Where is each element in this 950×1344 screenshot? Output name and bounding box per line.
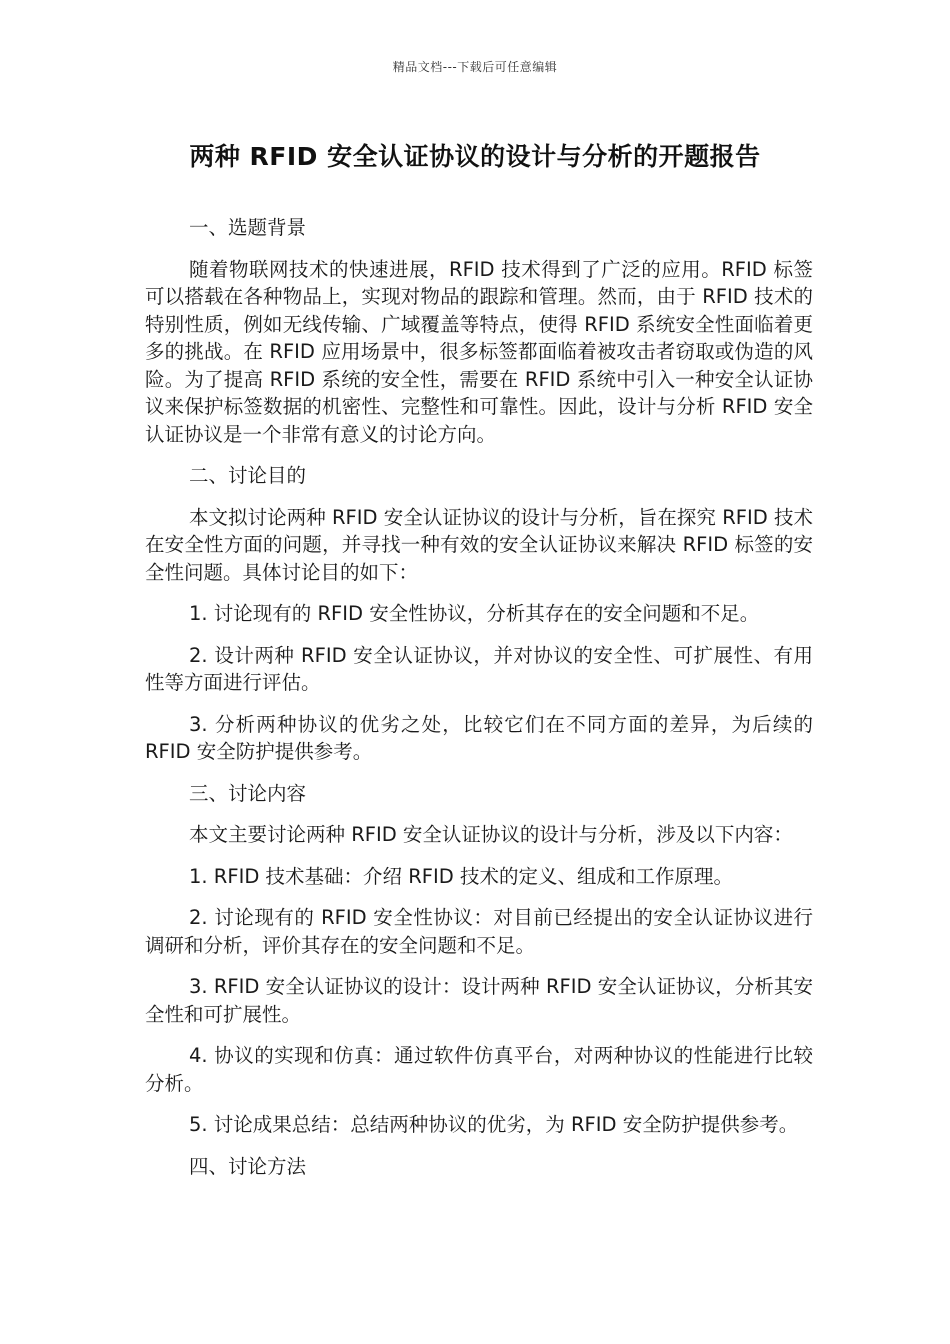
section-heading-background: 一、选题背景 [189, 216, 307, 239]
paragraph-purpose: 本文拟讨论两种 RFID 安全认证协议的设计与分析，旨在探究 RFID 技术在安全性方面的问题，并寻找一种有效的安全认证协议来解决 RFID 标签的安全性问题。具体讨论目的如下： [145, 505, 813, 584]
list-item: 3. RFID 安全认证协议的设计：设计两种 RFID 安全认证协议，分析其安全性和可扩展性。 [145, 975, 813, 1026]
header-note: 精品文档---下载后可任意编辑 [392, 60, 558, 74]
list-item: 1. RFID 技术基础：介绍 RFID 技术的定义、组成和工作原理。 [189, 864, 733, 888]
document-title: 两种 RFID 安全认证协议的设计与分析的开题报告 [189, 142, 761, 171]
list-item: 3. 分析两种协议的优劣之处，比较它们在不同方面的差异，为后续的 RFID 安全防护提供参考。 [145, 712, 813, 763]
list-item: 2. 设计两种 RFID 安全认证协议，并对协议的安全性、可扩展性、有用性等方面进行评估。 [145, 643, 813, 694]
list-item: 5. 讨论成果总结：总结两种协议的优劣，为 RFID 安全防护提供参考。 [189, 1113, 799, 1136]
list-item: 2. 讨论现有的 RFID 安全性协议：对目前已经提出的安全认证协议进行调研和分析，评价其存在的安全问题和不足。 [145, 906, 813, 957]
section-heading-content: 三、讨论内容 [189, 781, 307, 805]
list-item: 4. 协议的实现和仿真：通过软件仿真平台，对两种协议的性能进行比较分析。 [145, 1044, 813, 1095]
paragraph-content: 本文主要讨论两种 RFID 安全认证协议的设计与分析，涉及以下内容： [189, 823, 793, 846]
document-body [145, 214, 813, 1180]
list-item: 1. 讨论现有的 RFID 安全性协议，分析其存在的安全问题和不足。 [189, 602, 760, 625]
section-heading-method: 四、讨论方法 [189, 1154, 307, 1178]
paragraph-background: 随着物联网技术的快速进展，RFID 技术得到了广泛的应用。RFID 标签可以搭载在各种物品上，实现对物品的跟踪和管理。然而，由于 RFID 技术的特别性质，例如无线传输、广域覆盖等特点，使得 RFID 系统安全性面临着更多的挑战。在 RFID 应用场景中，很多标签都面临着被攻击者窃取或伪造的风险。为了提高 RFID 系统的安全性，需要在 RFID 系统中引入一种安全认证协议来保护标签数据的机密性、完整性和可靠性。因此，设计与分析 RFID 安全认证协议是一个非常有意义的讨论方向。 [145, 257, 813, 446]
section-heading-purpose: 二、讨论目的 [189, 464, 307, 487]
